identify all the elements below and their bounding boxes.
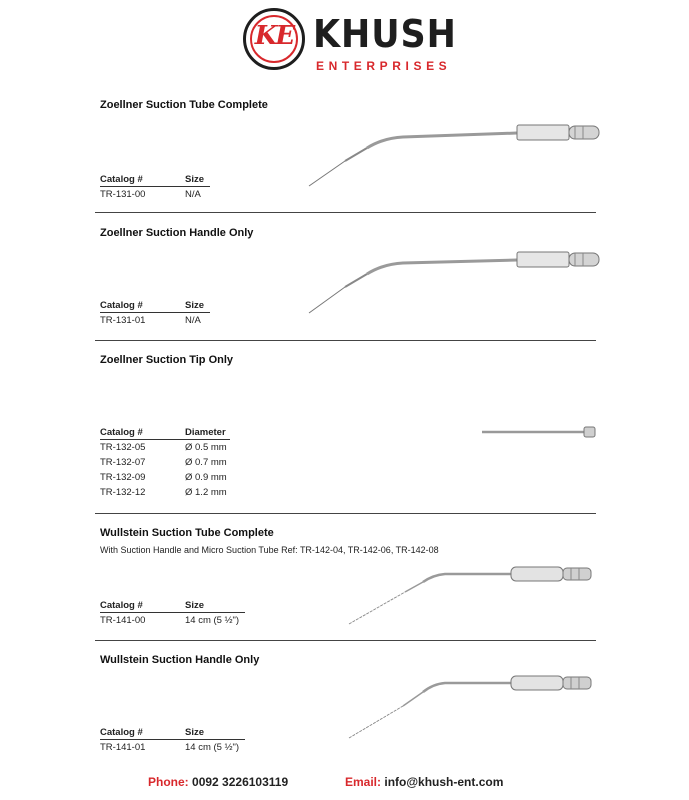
table-row <box>100 187 210 202</box>
catalog-table <box>100 427 230 500</box>
catalog-table <box>100 300 210 328</box>
catalog-number: TR-132-05 <box>100 442 146 453</box>
col-diameter-header: Diameter <box>185 427 226 438</box>
catalog-number: TR-131-00 <box>100 189 146 200</box>
catalog-number: TR-141-00 <box>100 615 146 626</box>
product-title: Wullstein Suction Handle Only <box>100 654 260 666</box>
table-row <box>100 485 230 500</box>
col-catalog-header: Catalog # <box>100 427 143 438</box>
diameter-value: Ø 0.5 mm <box>185 442 227 453</box>
size-value: 14 cm (5 ½") <box>185 742 240 753</box>
table-row <box>100 740 245 755</box>
table-header <box>100 174 210 187</box>
diameter-value: Ø 0.7 mm <box>185 457 227 468</box>
product-title: Zoellner Suction Tip Only <box>100 354 234 366</box>
phone-label: Phone: <box>148 775 189 789</box>
col-catalog-header: Catalog # <box>100 174 143 185</box>
section-divider <box>95 513 596 514</box>
phone-contact <box>148 775 288 789</box>
col-size-header: Size <box>185 600 205 611</box>
table-row <box>100 440 230 455</box>
catalog-number: TR-141-01 <box>100 742 146 753</box>
email-address[interactable]: info@khush-ent.com <box>384 775 504 789</box>
product-title: Zoellner Suction Tube Complete <box>100 99 268 111</box>
size-value: N/A <box>185 189 201 200</box>
table-header <box>100 300 210 313</box>
catalog-table <box>100 727 245 755</box>
col-size-header: Size <box>185 300 205 311</box>
col-size-header: Size <box>185 727 205 738</box>
catalog-table <box>100 600 245 628</box>
catalog-number: TR-131-01 <box>100 315 146 326</box>
catalog-number: TR-132-09 <box>100 472 146 483</box>
phone-number: 0092 3226103119 <box>192 775 289 789</box>
table-row <box>100 313 210 328</box>
diameter-value: Ø 1.2 mm <box>185 487 227 498</box>
brand-name: KHUSH <box>313 12 457 56</box>
section-divider <box>95 212 596 213</box>
logo-monogram: KE <box>254 21 294 51</box>
size-value: 14 cm (5 ½") <box>185 615 240 626</box>
table-row <box>100 613 245 628</box>
col-catalog-header: Catalog # <box>100 600 143 611</box>
size-value: N/A <box>185 315 201 326</box>
col-size-header: Size <box>185 174 205 185</box>
table-header <box>100 427 230 440</box>
catalog-table <box>100 174 210 202</box>
brand-tagline: ENTERPRISES <box>316 59 452 73</box>
section-divider <box>95 340 596 341</box>
col-catalog-header: Catalog # <box>100 727 143 738</box>
catalog-number: TR-132-12 <box>100 487 146 498</box>
table-row <box>100 455 230 470</box>
product-title: Zoellner Suction Handle Only <box>100 227 254 239</box>
col-catalog-header: Catalog # <box>100 300 143 311</box>
suction-handle-image <box>305 245 605 320</box>
table-row <box>100 470 230 485</box>
brand-logo <box>243 8 457 78</box>
product-title: Wullstein Suction Tube Complete <box>100 527 274 539</box>
wullstein-tube-image <box>345 560 600 630</box>
wullstein-handle-image <box>345 668 600 743</box>
email-label: Email: <box>345 775 382 789</box>
section-divider <box>95 640 596 641</box>
product-subtitle: With Suction Handle and Micro Suction Tube Ref: TR-142-04, TR-142-06, TR-142-08 <box>100 545 439 555</box>
email-contact <box>345 775 503 789</box>
suction-tube-image <box>305 120 605 192</box>
suction-tip-image <box>480 424 600 440</box>
table-header <box>100 600 245 613</box>
catalog-number: TR-132-07 <box>100 457 146 468</box>
table-header <box>100 727 245 740</box>
diameter-value: Ø 0.9 mm <box>185 472 227 483</box>
